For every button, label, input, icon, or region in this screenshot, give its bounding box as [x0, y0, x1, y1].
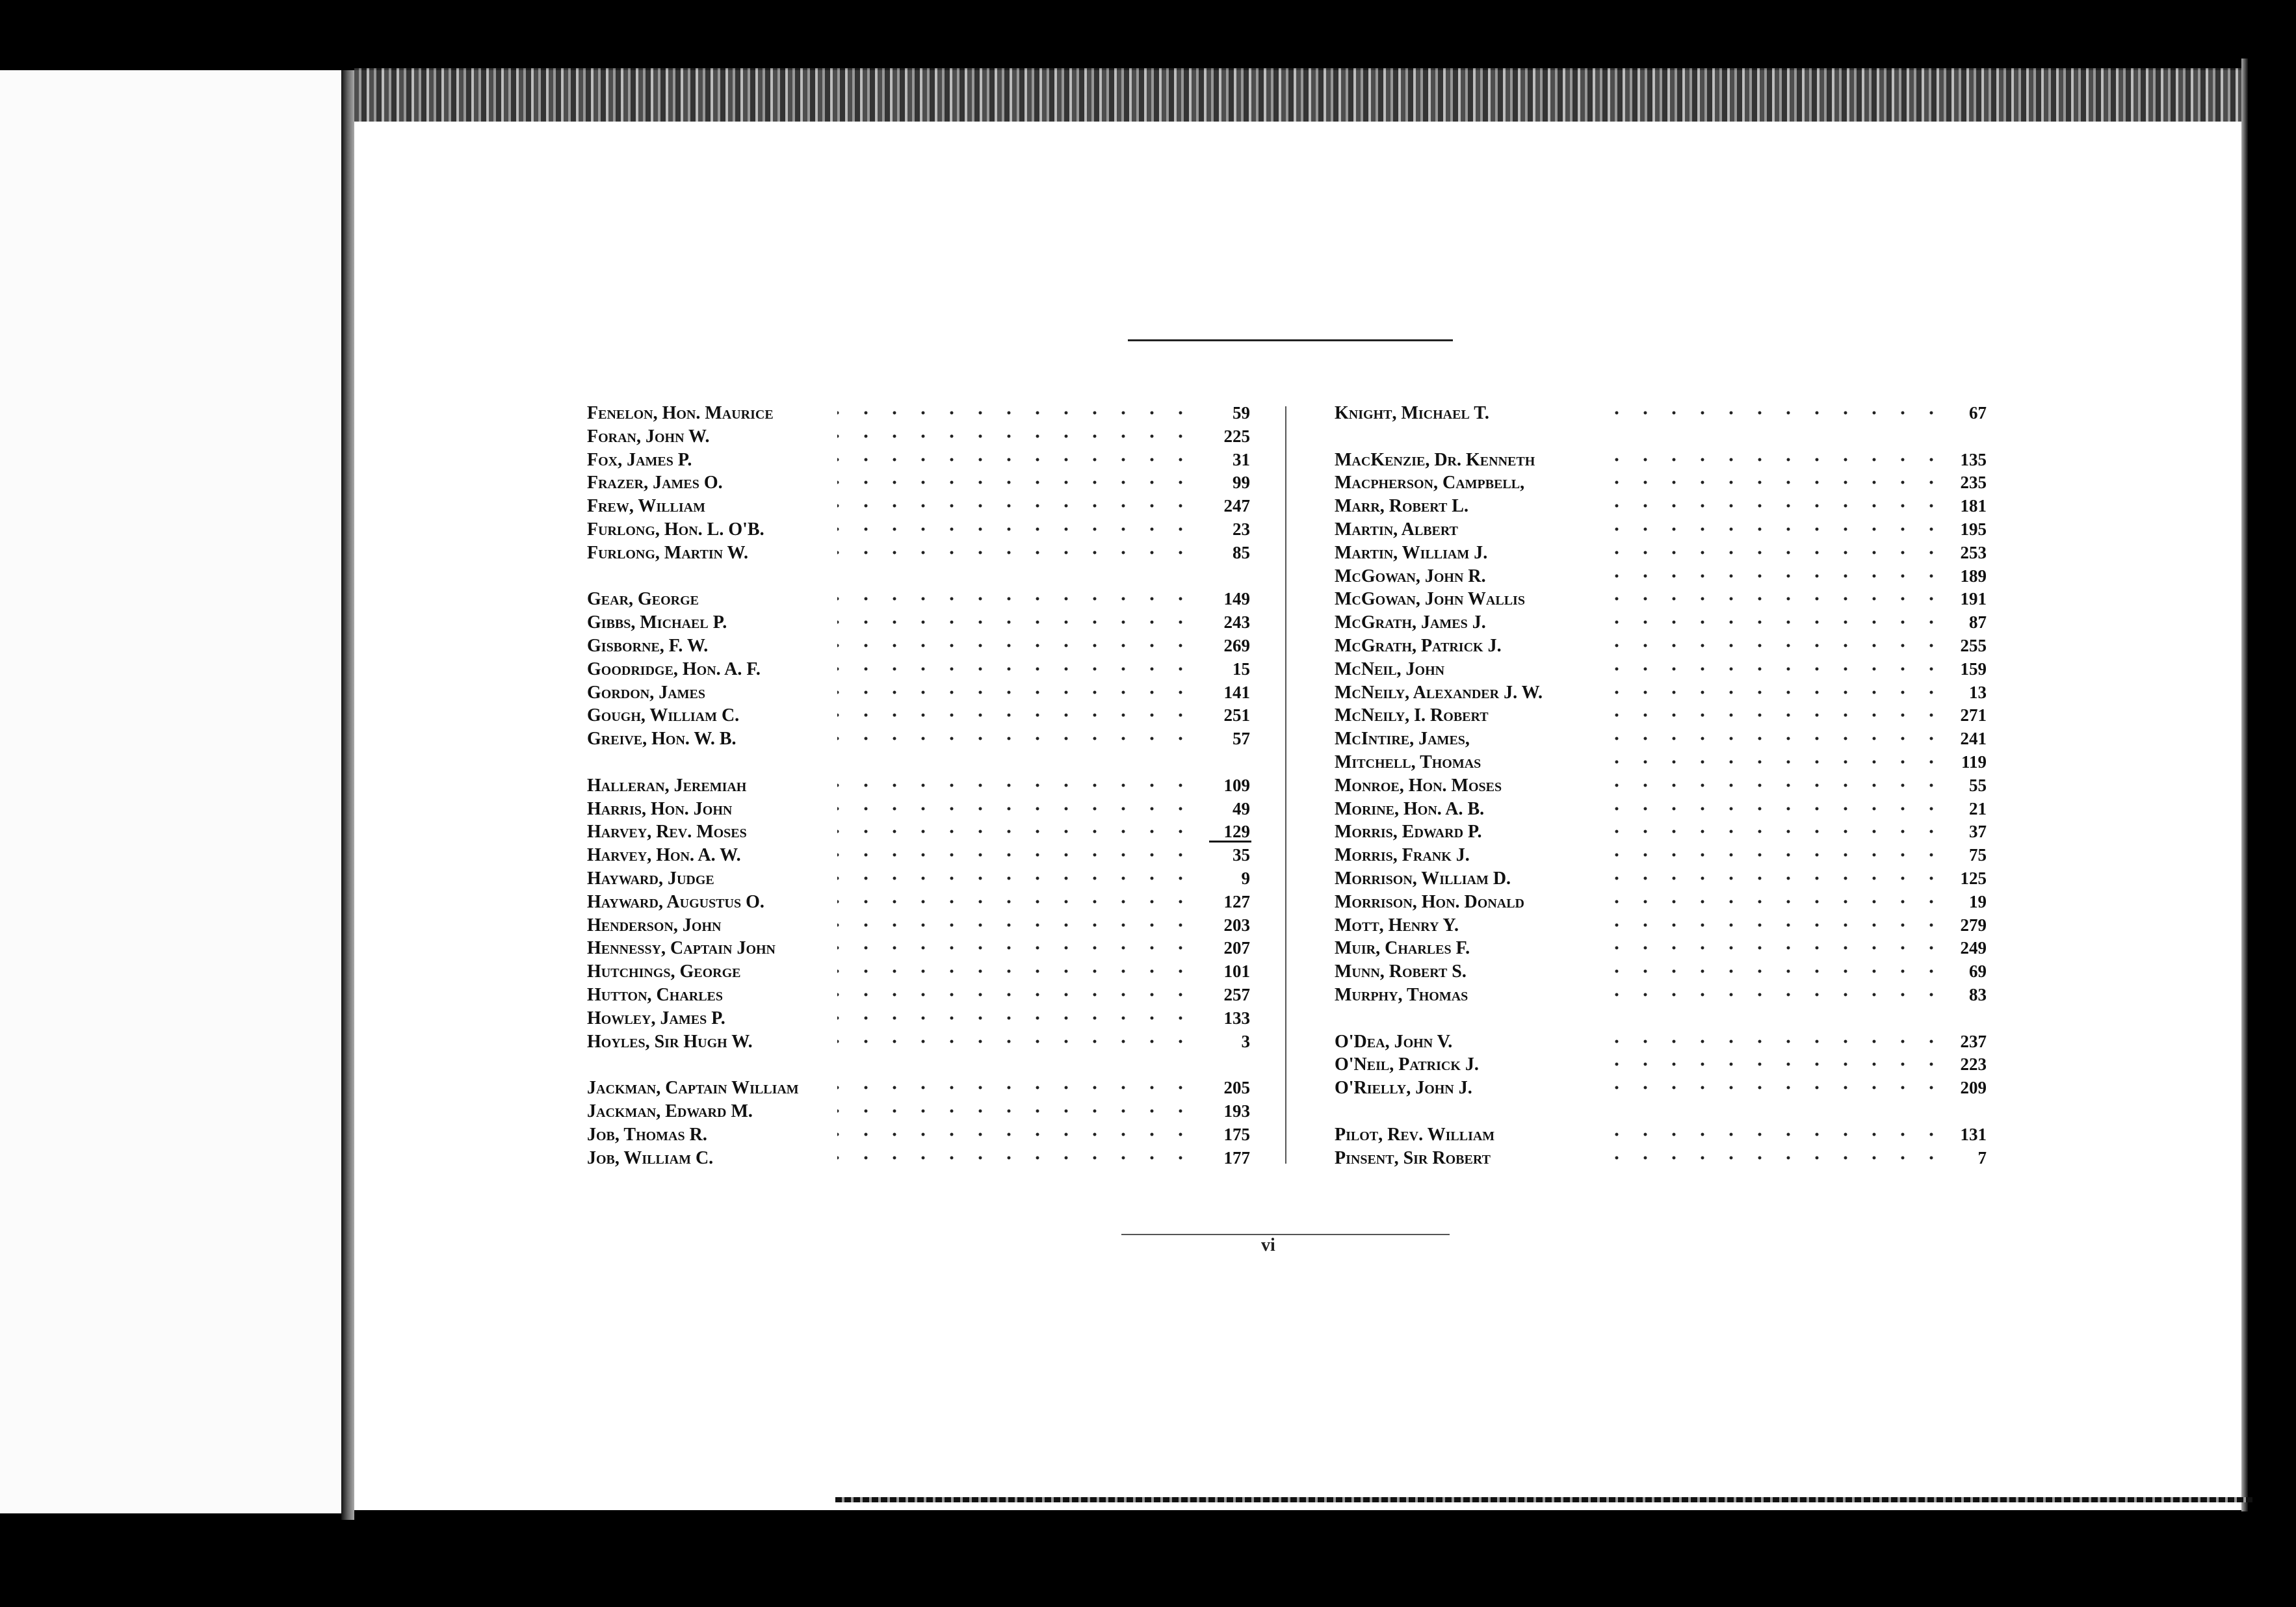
index-entry [1335, 495, 1987, 518]
entry-name: McIntire, James, [1335, 729, 1470, 750]
dot-leader [1614, 827, 1946, 836]
index-entry [587, 798, 1250, 821]
entry-name: Pilot, Rev. William [1335, 1124, 1495, 1145]
entry-name: Martin, Albert [1335, 519, 1458, 540]
index-entry [587, 704, 1250, 727]
entry-name: Morris, Frank J. [1335, 845, 1470, 866]
entry-page-number: 129 [1223, 822, 1250, 842]
index-spacer [587, 751, 1250, 774]
index-entry [587, 658, 1250, 681]
index-entry [587, 425, 1250, 449]
entry-name: Halleran, Jeremiah [587, 775, 747, 796]
entry-page-number: 69 [1969, 961, 1987, 982]
entry-name: McGrath, James J. [1335, 612, 1486, 633]
entry-name: Murphy, Thomas [1335, 984, 1468, 1005]
entry-name: Howley, James P. [587, 1008, 725, 1028]
dot-leader [837, 850, 1195, 859]
entry-page-number: 109 [1223, 775, 1250, 795]
entry-name: Job, Thomas R. [587, 1124, 707, 1145]
entry-name: Harvey, Hon. A. W. [587, 845, 741, 866]
dot-leader [1614, 525, 1946, 534]
entry-page-number: 247 [1223, 496, 1250, 516]
index-entry [587, 867, 1250, 891]
index-entry [1335, 449, 1987, 472]
index-entry [587, 634, 1250, 658]
entry-page-number: 225 [1223, 426, 1250, 446]
index-entry [1335, 471, 1987, 495]
entry-page-number: 237 [1960, 1031, 1987, 1051]
dot-leader [1614, 664, 1946, 673]
entry-name: McGowan, John Wallis [1335, 589, 1525, 610]
entry-page-number: 271 [1960, 705, 1987, 725]
index-entry [1335, 1147, 1987, 1170]
entry-name: Hayward, Judge [587, 868, 714, 889]
entry-page-number: 37 [1969, 822, 1987, 842]
page-number: vi [1261, 1235, 1275, 1255]
entry-page-number: 119 [1961, 751, 1987, 772]
index-entry [587, 844, 1250, 867]
entry-page-number: 23 [1233, 519, 1250, 539]
dot-leader [837, 967, 1195, 976]
dot-leader [837, 990, 1195, 999]
dot-leader [837, 432, 1195, 441]
index-entry [1335, 402, 1987, 425]
entry-page-number: 249 [1960, 938, 1987, 958]
entry-page-number: 241 [1960, 729, 1987, 749]
entry-name: Henderson, John [587, 915, 722, 935]
entry-page-number: 85 [1233, 542, 1250, 562]
entry-name: McGrath, Patrick J. [1335, 635, 1502, 656]
entry-page-number: 243 [1223, 612, 1250, 633]
dot-leader [837, 1037, 1195, 1046]
entry-page-number: 125 [1960, 868, 1987, 888]
dot-leader [1614, 990, 1946, 999]
entry-name: McGowan, John R. [1335, 566, 1486, 586]
dot-leader [837, 943, 1195, 952]
entry-name: Foran, John W. [587, 426, 710, 447]
dot-leader [837, 594, 1195, 603]
index-entry [1335, 751, 1987, 774]
dot-leader [837, 781, 1195, 790]
index-entry [587, 588, 1250, 611]
dot-leader [837, 1013, 1195, 1023]
entry-page-number: 159 [1960, 659, 1987, 679]
entry-name: Marr, Robert L. [1335, 496, 1468, 517]
dot-leader [837, 408, 1195, 417]
entry-page-number: 131 [1960, 1124, 1987, 1144]
entry-name: Mitchell, Thomas [1335, 751, 1481, 772]
entry-name: Gough, William C. [587, 705, 740, 726]
entry-name: Hutton, Charles [587, 984, 724, 1005]
entry-name: O'Dea, John V. [1335, 1031, 1453, 1052]
dot-leader [837, 618, 1195, 627]
entry-page-number: 135 [1960, 449, 1987, 469]
entry-name: Morris, Edward P. [1335, 822, 1482, 843]
dot-leader [1614, 688, 1946, 697]
entry-name: Hennessy, Captain John [587, 938, 776, 959]
dot-leader [1614, 943, 1946, 952]
entry-page-number: 21 [1969, 798, 1987, 818]
index-entry [1335, 1030, 1987, 1054]
index-entry [1335, 937, 1987, 960]
entry-name: Gordon, James [587, 682, 706, 703]
dot-leader [1614, 548, 1946, 557]
dot-leader [1614, 408, 1946, 417]
entry-name: McNeily, Alexander J. W. [1335, 682, 1543, 703]
dot-leader [1614, 1130, 1946, 1139]
dot-leader [1614, 594, 1946, 603]
index-entry [1335, 820, 1987, 844]
dot-leader [837, 1083, 1195, 1092]
entry-name: Muir, Charles F. [1335, 938, 1470, 959]
entry-name: Harvey, Rev. Moses [587, 822, 747, 843]
index-entry [587, 891, 1250, 914]
entry-page-number: 67 [1969, 403, 1987, 423]
index-entry [587, 1123, 1250, 1147]
entry-name: O'Rielly, John J. [1335, 1078, 1472, 1099]
entry-page-number: 269 [1223, 635, 1250, 655]
index-column-right [1335, 402, 1987, 1169]
dot-leader [1614, 921, 1946, 930]
dot-leader [837, 478, 1195, 487]
dot-leader [837, 734, 1195, 743]
index-entry [587, 914, 1250, 937]
index-entry [1335, 1053, 1987, 1077]
dot-leader [1614, 455, 1946, 464]
entry-page-number: 193 [1223, 1101, 1250, 1121]
index-entry [587, 1100, 1250, 1123]
index-entry [587, 774, 1250, 798]
entry-page-number: 49 [1233, 798, 1250, 818]
index-entry [1335, 658, 1987, 681]
entry-name: Martin, William J. [1335, 542, 1488, 563]
entry-name: Munn, Robert S. [1335, 961, 1467, 982]
dot-leader [1614, 781, 1946, 790]
dot-leader [837, 897, 1195, 906]
index-entry [1335, 867, 1987, 891]
entry-page-number: 59 [1233, 403, 1250, 423]
index-entry [587, 1007, 1250, 1030]
entry-name: Greive, Hon. W. B. [587, 729, 737, 750]
entry-name: Gisborne, F. W. [587, 635, 709, 656]
dot-leader [1614, 571, 1946, 581]
scan-edge-top [354, 68, 2247, 122]
entry-name: Harris, Hon. John [587, 798, 733, 819]
entry-page-number: 255 [1960, 635, 1987, 655]
entry-page-number: 149 [1223, 589, 1250, 609]
index-entry [587, 1147, 1250, 1170]
dot-leader [1614, 897, 1946, 906]
dot-leader [837, 1153, 1195, 1162]
entry-page-number: 235 [1960, 473, 1987, 493]
entry-name: Jackman, Edward M. [587, 1101, 753, 1121]
entry-page-number: 279 [1960, 915, 1987, 935]
entry-page-number: 191 [1960, 589, 1987, 609]
entry-page-number: 57 [1233, 729, 1250, 749]
dot-leader [1614, 711, 1946, 720]
index-entry [587, 820, 1250, 844]
entry-page-number: 209 [1960, 1078, 1987, 1098]
index-entry [587, 402, 1250, 425]
dot-leader [1614, 734, 1946, 743]
entry-page-number: 99 [1233, 473, 1250, 493]
index-entry [1335, 681, 1987, 705]
dot-leader [837, 641, 1195, 650]
dot-leader [837, 455, 1195, 464]
entry-page-number: 31 [1233, 449, 1250, 469]
entry-page-number: 3 [1241, 1031, 1250, 1051]
dot-leader [1614, 1060, 1946, 1069]
dot-leader [837, 804, 1195, 813]
index-entry [587, 495, 1250, 518]
index-entry [1335, 588, 1987, 611]
entry-name: Furlong, Hon. L. O'B. [587, 519, 764, 540]
entry-name: McNeily, I. Robert [1335, 705, 1489, 726]
left-page-margin [0, 70, 341, 1513]
dot-leader [837, 664, 1195, 673]
entry-page-number: 87 [1969, 612, 1987, 633]
dot-leader [1614, 478, 1946, 487]
dot-leader [1614, 641, 1946, 650]
index-entry [587, 960, 1250, 984]
entry-page-number: 181 [1960, 496, 1987, 516]
entry-page-number: 133 [1223, 1008, 1250, 1028]
entry-name: Morrison, Hon. Donald [1335, 891, 1525, 912]
entry-name: Frazer, James O. [587, 473, 723, 493]
index-entry [1335, 798, 1987, 821]
entry-page-number: 177 [1223, 1147, 1250, 1168]
entry-name: Furlong, Martin W. [587, 542, 748, 563]
index-entry [1335, 634, 1987, 658]
index-entry [587, 937, 1250, 960]
entry-page-number: 195 [1960, 519, 1987, 539]
dot-leader [837, 874, 1195, 883]
dot-leader [837, 827, 1195, 836]
dot-leader [1614, 804, 1946, 813]
index-entry [1335, 774, 1987, 798]
index-entry [1335, 704, 1987, 727]
index-entry [1335, 891, 1987, 914]
entry-page-number: 83 [1969, 984, 1987, 1004]
entry-page-number: 101 [1223, 961, 1250, 982]
dot-leader [1614, 757, 1946, 766]
index-entry [587, 471, 1250, 495]
entry-page-number: 205 [1223, 1078, 1250, 1098]
dot-leader [1614, 874, 1946, 883]
index-entry [587, 449, 1250, 472]
index-spacer [1335, 425, 1987, 449]
index-entry [1335, 844, 1987, 867]
index-entry [587, 1030, 1250, 1054]
entry-page-number: 189 [1960, 566, 1987, 586]
scan-edge-right [2241, 59, 2248, 1511]
index-entry [1335, 1077, 1987, 1100]
entry-name: Hutchings, George [587, 961, 741, 982]
entry-page-number: 207 [1223, 938, 1250, 958]
dot-leader [837, 525, 1195, 534]
entry-page-number: 127 [1223, 891, 1250, 911]
dot-leader [1614, 967, 1946, 976]
dot-leader [1614, 1153, 1946, 1162]
entry-page-number: 13 [1969, 682, 1987, 702]
entry-name: Fox, James P. [587, 449, 692, 470]
dot-leader [1614, 850, 1946, 859]
entry-name: Mott, Henry Y. [1335, 915, 1459, 935]
entry-page-number: 19 [1969, 891, 1987, 911]
entry-page-number: 251 [1223, 705, 1250, 725]
index-entry [1335, 984, 1987, 1007]
dot-leader [837, 548, 1195, 557]
index-spacer [1335, 1100, 1987, 1123]
index-entry [587, 1077, 1250, 1100]
footer-rule [1121, 1234, 1450, 1235]
index-entry [587, 681, 1250, 705]
index-entry [1335, 565, 1987, 588]
index-entry [1335, 1123, 1987, 1147]
index-spacer [1335, 1007, 1987, 1030]
index-entry [587, 542, 1250, 565]
dot-leader [837, 1130, 1195, 1139]
index-column-left [587, 402, 1250, 1169]
entry-page-number: 253 [1960, 542, 1987, 562]
entry-page-number: 15 [1233, 659, 1250, 679]
entry-page-number: 203 [1223, 915, 1250, 935]
entry-page-number: 175 [1223, 1124, 1250, 1144]
entry-name: Knight, Michael T. [1335, 403, 1489, 423]
index-entry [587, 984, 1250, 1007]
scan-edge-bottom [835, 1497, 2252, 1502]
entry-name: Morrison, William D. [1335, 868, 1511, 889]
entry-page-number: 141 [1223, 682, 1250, 702]
entry-name: Job, William C. [587, 1147, 714, 1168]
entry-name: Goodridge, Hon. A. F. [587, 659, 761, 679]
dot-leader [837, 1106, 1195, 1116]
index-entry [1335, 542, 1987, 565]
index-entry [1335, 727, 1987, 751]
dot-leader [1614, 618, 1946, 627]
index-entry [1335, 611, 1987, 634]
entry-name: O'Neil, Patrick J. [1335, 1054, 1479, 1075]
entry-name: Gear, George [587, 589, 699, 610]
entry-name: Fenelon, Hon. Maurice [587, 403, 774, 423]
dot-leader [1614, 1037, 1946, 1046]
entry-name: MacKenzie, Dr. Kenneth [1335, 449, 1535, 470]
entry-name: Monroe, Hon. Moses [1335, 775, 1502, 796]
entry-page-number: 35 [1233, 845, 1250, 865]
entry-page-number: 55 [1969, 775, 1987, 795]
entry-page-number: 75 [1969, 845, 1987, 865]
header-rule [1128, 339, 1453, 341]
entry-page-number: 257 [1223, 984, 1250, 1004]
book-gutter [341, 70, 354, 1520]
entry-name: Hayward, Augustus O. [587, 891, 764, 912]
entry-name: Frew, William [587, 496, 705, 517]
dot-leader [1614, 1083, 1946, 1092]
index-entry [1335, 914, 1987, 937]
index-entry [587, 518, 1250, 542]
column-divider [1285, 406, 1286, 1164]
dot-leader [837, 501, 1195, 510]
index-spacer [587, 1053, 1250, 1077]
dot-leader [837, 921, 1195, 930]
index-entry [1335, 518, 1987, 542]
dot-leader [1614, 501, 1946, 510]
entry-name: Pinsent, Sir Robert [1335, 1147, 1491, 1168]
entry-name: Hoyles, Sir Hugh W. [587, 1031, 753, 1052]
entry-name: McNeil, John [1335, 659, 1445, 679]
entry-name: Gibbs, Michael P. [587, 612, 727, 633]
index-entry [587, 611, 1250, 634]
dot-leader [837, 688, 1195, 697]
entry-name: Macpherson, Campbell, [1335, 473, 1525, 493]
entry-name: Morine, Hon. A. B. [1335, 798, 1485, 819]
index-entry [587, 727, 1250, 751]
dot-leader [837, 711, 1195, 720]
index-spacer [587, 565, 1250, 588]
index-entry [1335, 960, 1987, 984]
entry-name: Jackman, Captain William [587, 1078, 799, 1099]
entry-page-number: 7 [1977, 1147, 1987, 1168]
entry-page-number: 9 [1241, 868, 1250, 888]
entry-page-number: 223 [1960, 1054, 1987, 1075]
